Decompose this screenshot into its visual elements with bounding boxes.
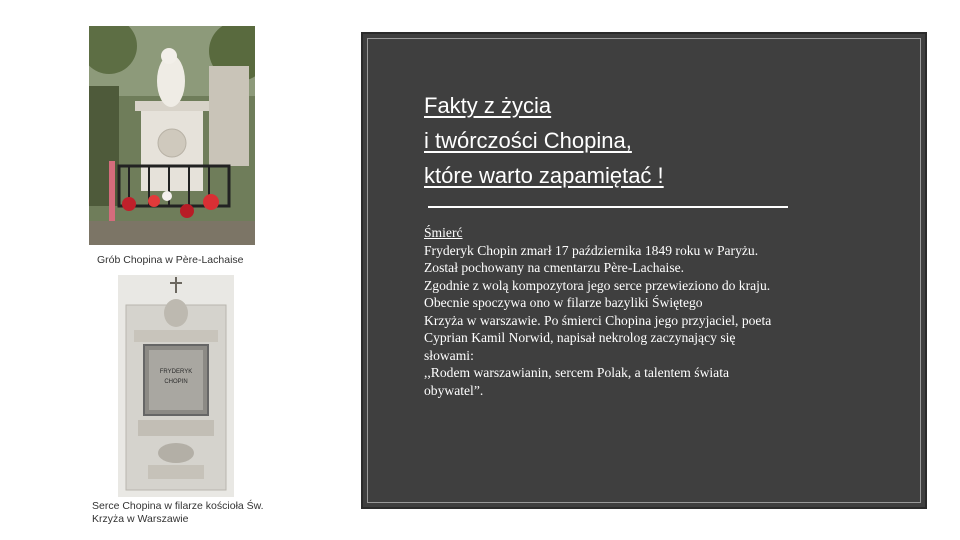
- heart-plaque-text: CHOPIN: [164, 379, 188, 385]
- heart-caption: [92, 500, 282, 526]
- slide-title: [424, 88, 844, 193]
- body-line: obywatel”.: [424, 382, 484, 398]
- heart-epitaph-photo: [118, 275, 234, 497]
- body-line: Został pochowany na cmentarzu Père-Lachaise.: [424, 260, 685, 275]
- body-line: słowami:: [424, 347, 474, 363]
- body-line: Zgodnie z wolą kompozytora jego serce przewieziono do kraju.: [424, 277, 771, 293]
- heart-caption-line: Krzyża w Warszawie: [92, 513, 189, 525]
- body-text: [424, 224, 894, 399]
- title-line: i twórczości Chopina,: [424, 128, 632, 153]
- body-line: Cyprian Kamil Norwid, napisał nekrolog zaczynający się: [424, 330, 736, 345]
- body-line: Obecnie spoczywa ono w filarze bazyliki Świętego: [424, 295, 703, 310]
- title-divider: [428, 206, 788, 208]
- heart-plaque-text: FRYDERYK: [159, 369, 193, 375]
- title-line: Fakty z życia: [424, 93, 552, 118]
- body-line: Krzyża w warszawie. Po śmierci Chopina jego przyjaciel, poeta: [424, 312, 772, 328]
- title-line: które warto zapamiętać !: [424, 163, 664, 188]
- grave-caption: Grób Chopina w Père-Lachaise: [97, 254, 244, 266]
- grave-photo: [89, 26, 255, 245]
- section-heading: Śmierć: [424, 225, 463, 240]
- body-line: ,,Rodem warszawianin, sercem Polak, a talentem świata: [424, 365, 730, 380]
- body-line: Fryderyk Chopin zmarł 17 października 1849 roku w Paryżu.: [424, 242, 759, 258]
- heart-caption-line: Serce Chopina w filarze kościoła Św.: [92, 500, 264, 512]
